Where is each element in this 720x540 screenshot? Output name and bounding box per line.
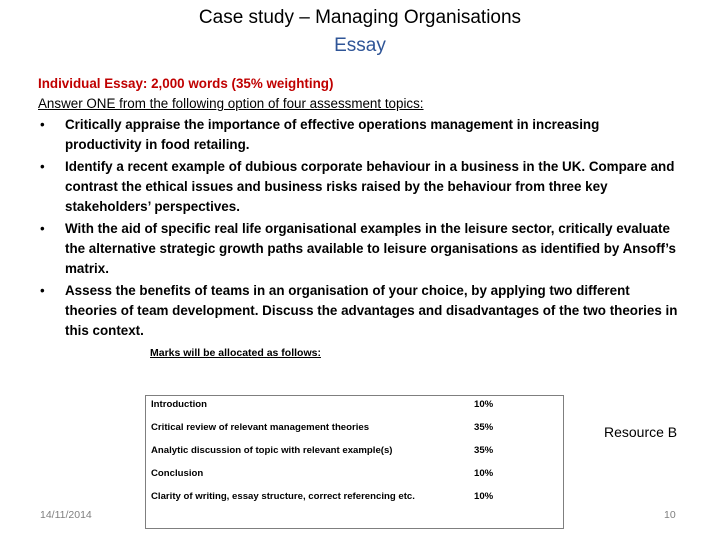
page-number: 10 (664, 509, 676, 521)
marks-item: Clarity of writing, essay structure, correct referencing etc. (151, 491, 415, 502)
essay-heading: Individual Essay: 2,000 words (35% weighting) (38, 76, 334, 91)
topic-item (38, 281, 678, 341)
resource-label: Resource B (604, 424, 678, 440)
marks-weight: 35% (474, 422, 494, 433)
essay-instruction: Answer ONE from the following option of four assessment topics: (38, 96, 424, 111)
topic-text: Identify a recent example of dubious corporate behaviour in a business in the UK. Compare and contrast the ethical issues and business risks raised by the behaviour from three key stakeholders’ perspectives. (65, 159, 675, 214)
topic-text: Critically appraise the importance of effective operations management in increasing productivity in food retailing. (65, 117, 600, 152)
slide-subtitle: Essay (334, 35, 386, 56)
bullet-icon: • (40, 221, 45, 236)
topic-text: With the aid of specific real life organisational examples in the leisure sector, critically evaluate the alternative strategic growth paths available to leisure organisations as identified by Ansoff’s matrix. (65, 221, 676, 276)
marks-row (151, 422, 556, 434)
topic-item (38, 219, 678, 279)
marks-weight: 10% (474, 468, 494, 479)
topic-list (38, 115, 678, 341)
marks-item: Introduction (151, 399, 207, 410)
marks-weight: 10% (474, 399, 494, 410)
marks-weight: 10% (474, 491, 494, 502)
marks-row (151, 399, 556, 411)
slide-title: Case study – Managing Organisations (198, 7, 522, 28)
topic-text: Assess the benefits of teams in an organisation of your choice, by applying two different theories of team development. Discuss the advantages and disadvantages of the two theories in this context. (65, 283, 678, 338)
marks-item: Conclusion (151, 468, 204, 479)
marks-weight: 35% (474, 445, 494, 456)
bullet-icon: • (40, 117, 45, 132)
bullet-icon: • (40, 159, 45, 174)
slide-body (38, 74, 678, 343)
marks-row (151, 445, 556, 457)
marks-caption: Marks will be allocated as follows: (150, 347, 321, 359)
marks-table (145, 395, 564, 529)
topic-item (38, 157, 678, 217)
marks-row (151, 491, 556, 503)
footer-date: 14/11/2014 (40, 509, 92, 521)
bullet-icon: • (40, 283, 45, 298)
marks-item: Critical review of relevant management theories (151, 422, 370, 433)
marks-item: Analytic discussion of topic with relevant example(s) (151, 445, 393, 456)
marks-row (151, 468, 556, 480)
topic-item (38, 115, 678, 155)
